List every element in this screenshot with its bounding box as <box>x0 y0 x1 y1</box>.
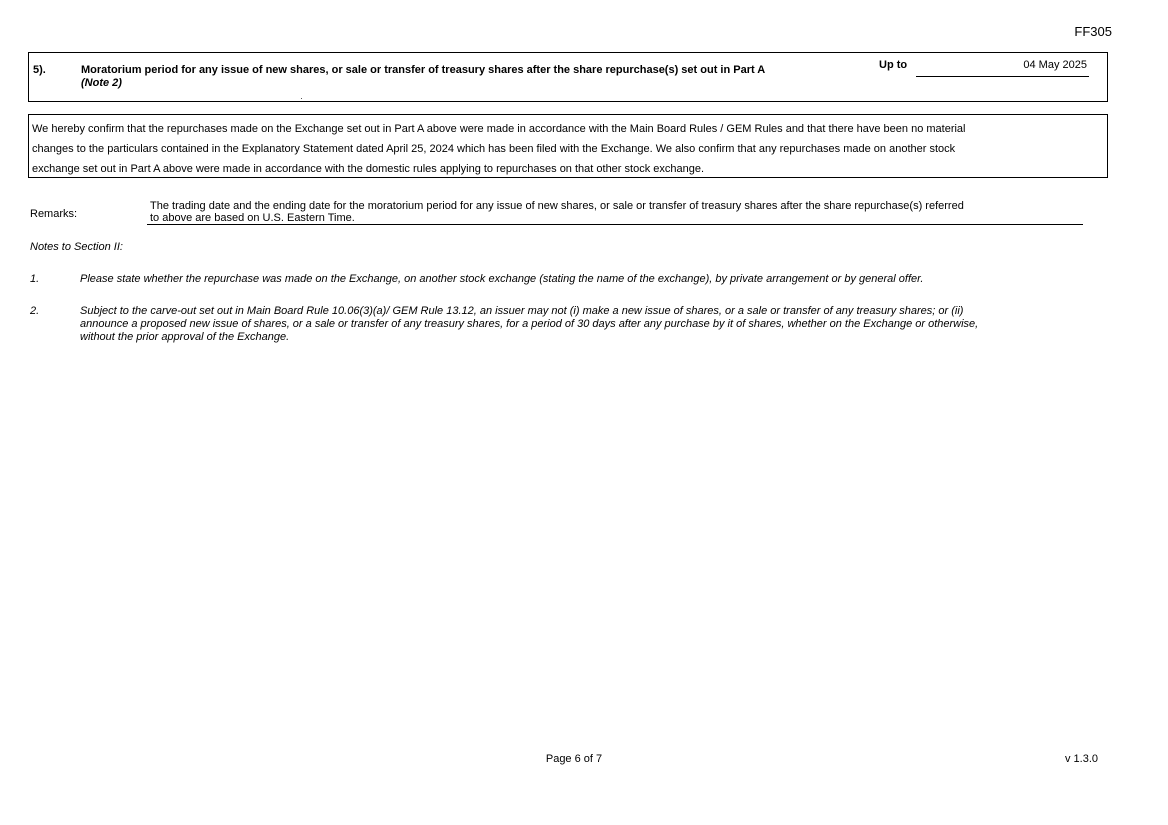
form-code: FF305 <box>1074 24 1112 39</box>
section-note-ref: (Note 2) <box>81 77 122 89</box>
note-1-text: Please state whether the repurchase was made on the Exchange, on another stock exchange (stating the name of the exchange), by private arrangement or by general offer. <box>80 273 924 285</box>
notes-heading: Notes to Section II: <box>30 241 123 253</box>
page-number: Page 6 of 7 <box>545 753 603 765</box>
section-title-text: Moratorium period for any issue of new shares, or sale or transfer of treasury shares after the share repurchase(s) set out in Part A <box>81 64 766 76</box>
note-2-number: 2. <box>30 305 40 317</box>
remarks-text <box>147 200 1083 225</box>
section-5-box <box>28 52 1108 102</box>
remarks-line: to above are based on U.S. Eastern Time. <box>150 212 355 224</box>
confirmation-line: exchange set out in Part A above were made in accordance with the domestic rules applying to repurchases on that other stock exchange. <box>32 163 705 175</box>
note-2-line: Subject to the carve-out set out in Main Board Rule 10.06(3)(a)/ GEM Rule 13.12, an issuer may not (i) make a new issue of shares, or a sale or transfer of any treasury shares; or (ii) <box>80 305 964 317</box>
confirmation-line: We hereby confirm that the repurchases made on the Exchange set out in Part A above were made in accordance with the Main Board Rules / GEM Rules and that there have been no material <box>32 123 966 135</box>
remarks-line: The trading date and the ending date for the moratorium period for any issue of new shares, or sale or transfer of treasury shares after the share repurchase(s) referred <box>150 200 964 212</box>
note-2-line: announce a proposed new issue of shares, or a sale or transfer of any treasury shares, for a period of 30 days after any purchase by it of shares, whether on the Exchange or otherwise, <box>80 318 979 330</box>
note-1-number: 1. <box>30 273 40 285</box>
section-number: 5). <box>33 64 46 76</box>
note-2-line: without the prior approval of the Exchange. <box>80 331 290 343</box>
up-to-label: Up to <box>879 59 908 71</box>
up-to-date-field: 04 May 2025 <box>916 57 1089 77</box>
note-2-text <box>80 305 1110 344</box>
confirmation-box <box>28 114 1108 178</box>
confirmation-line: changes to the particulars contained in the Explanatory Statement dated April 25, 2024 which has been filed with the Exchange. We also confirm that any repurchases made on another stock <box>32 143 956 155</box>
remarks-label: Remarks: <box>30 208 78 220</box>
section-title <box>81 64 881 90</box>
decorative-dot <box>301 98 302 99</box>
version-label: v 1.3.0 <box>1064 753 1098 765</box>
